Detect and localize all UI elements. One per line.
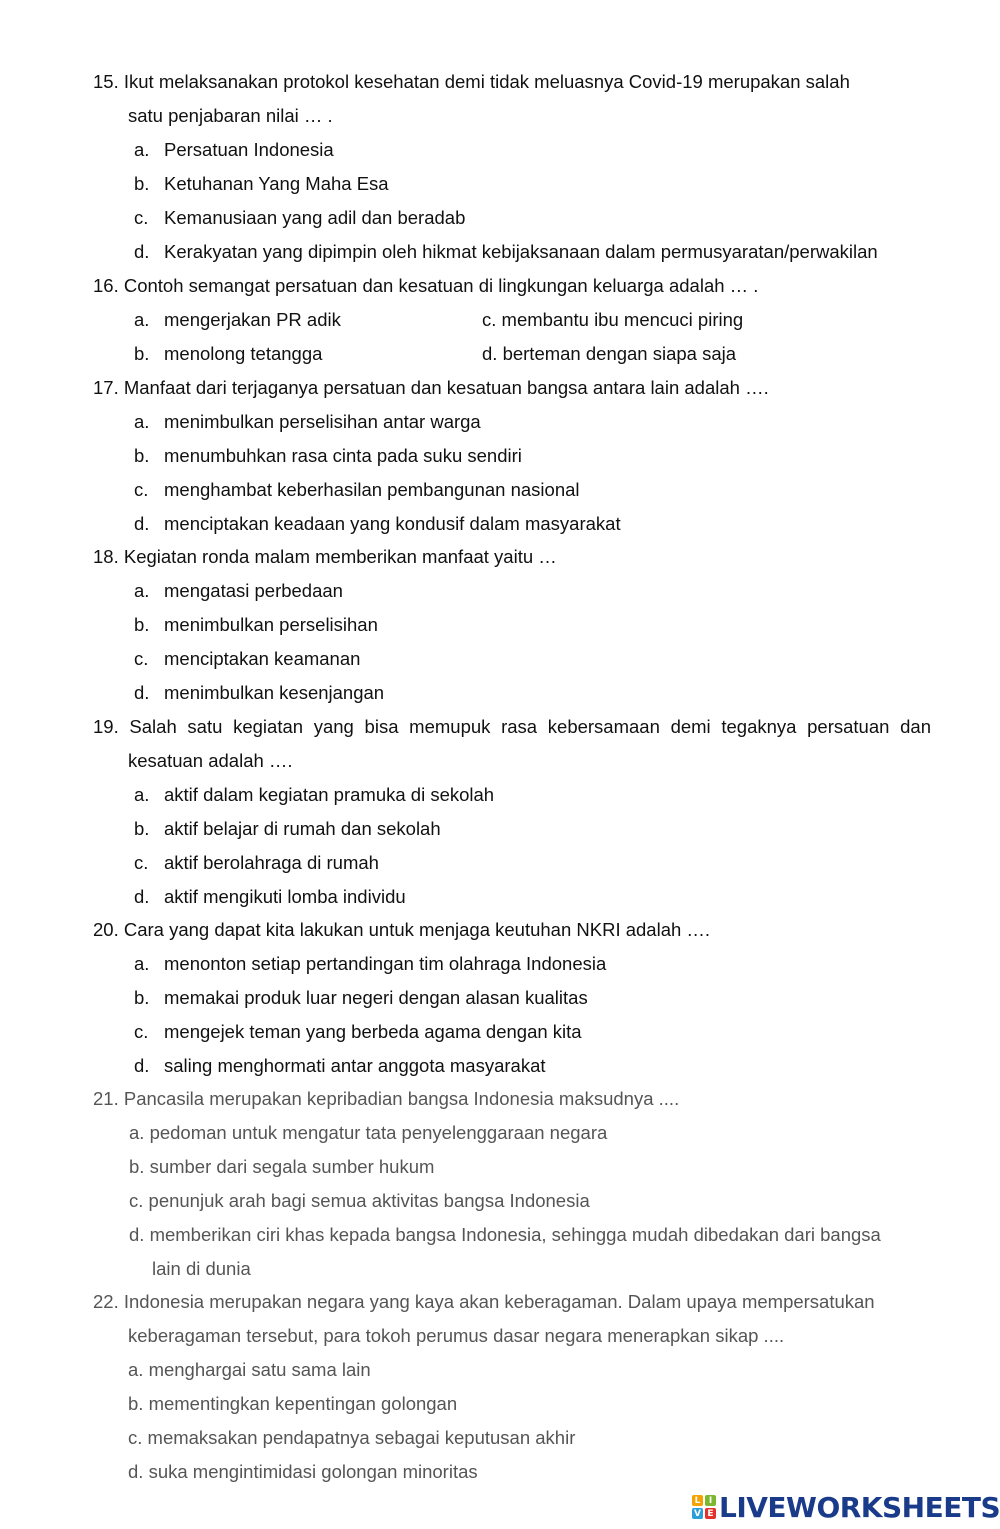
q22-option-c: c. memaksakan pendapatnya sebagai keputusan akhir bbox=[128, 1427, 576, 1448]
q16-stem: 16. Contoh semangat persatuan dan kesatuan di lingkungan keluarga adalah … . bbox=[93, 275, 759, 296]
q15-stem-line1: 15. Ikut melaksanakan protokol kesehatan demi tidak meluasnya Covid-19 merupakan salah bbox=[93, 71, 850, 92]
q18-option-d-letter: d. bbox=[134, 682, 150, 703]
liveworksheets-logo bbox=[692, 1490, 1000, 1524]
q15-option-a: Persatuan Indonesia bbox=[164, 139, 334, 160]
q17-option-d: menciptakan keadaan yang kondusif dalam masyarakat bbox=[164, 513, 621, 534]
q20-option-a-letter: a. bbox=[134, 953, 150, 974]
q19-option-a-letter: a. bbox=[134, 784, 150, 805]
q15-option-a-letter: a. bbox=[134, 139, 150, 160]
q19-option-b: aktif belajar di rumah dan sekolah bbox=[164, 818, 441, 839]
q19-stem-line2: kesatuan adalah …. bbox=[128, 750, 293, 771]
q21-option-a: a. pedoman untuk mengatur tata penyelenggaraan negara bbox=[129, 1122, 608, 1143]
q18-option-c: menciptakan keamanan bbox=[164, 648, 361, 669]
q22-option-a: a. menghargai satu sama lain bbox=[128, 1359, 371, 1380]
logo-text: LIVEWORKSHEETS bbox=[719, 1490, 1000, 1524]
q18-stem: 18. Kegiatan ronda malam memberikan manfaat yaitu … bbox=[93, 546, 557, 567]
q16-option-a: mengerjakan PR adik bbox=[164, 309, 341, 330]
logo-grid-cell-l: L bbox=[692, 1495, 703, 1506]
q16-option-b-letter: b. bbox=[134, 343, 150, 364]
q21-option-d-cont: lain di dunia bbox=[152, 1258, 251, 1279]
q19-stem-line1: 19. Salah satu kegiatan yang bisa memupuk rasa kebersamaan demi tegaknya persatuan dan bbox=[93, 716, 931, 737]
q16-option-d: d. berteman dengan siapa saja bbox=[482, 343, 737, 364]
q22-option-b: b. mementingkan kepentingan golongan bbox=[128, 1393, 458, 1414]
q19-option-c: aktif berolahraga di rumah bbox=[164, 852, 379, 873]
q18-option-a: mengatasi perbedaan bbox=[164, 580, 343, 601]
q19-option-c-letter: c. bbox=[134, 852, 149, 873]
q19-option-d: aktif mengikuti lomba individu bbox=[164, 886, 406, 907]
q18-option-b: menimbulkan perselisihan bbox=[164, 614, 378, 635]
q22-option-d: d. suka mengintimidasi golongan minoritas bbox=[128, 1461, 478, 1482]
q19-option-a: aktif dalam kegiatan pramuka di sekolah bbox=[164, 784, 495, 805]
q15-stem-line2: satu penjabaran nilai … . bbox=[128, 105, 333, 126]
q21-option-d: d. memberikan ciri khas kepada bangsa Indonesia, sehingga mudah dibedakan dari bangsa bbox=[129, 1224, 881, 1245]
logo-grid-cell-i: I bbox=[705, 1495, 716, 1506]
q18-option-a-letter: a. bbox=[134, 580, 150, 601]
q17-option-b: menumbuhkan rasa cinta pada suku sendiri bbox=[164, 445, 522, 466]
q17-option-d-letter: d. bbox=[134, 513, 150, 534]
logo-grid-cell-v: V bbox=[692, 1508, 703, 1519]
q21-stem: 21. Pancasila merupakan kepribadian bangsa Indonesia maksudnya .... bbox=[93, 1088, 680, 1109]
logo-grid-icon bbox=[692, 1495, 716, 1519]
q17-option-a: menimbulkan perselisihan antar warga bbox=[164, 411, 481, 432]
q16-option-c: c. membantu ibu mencuci piring bbox=[482, 309, 744, 330]
q15-option-b-letter: b. bbox=[134, 173, 150, 194]
q22-stem-line2: keberagaman tersebut, para tokoh perumus dasar negara menerapkan sikap .... bbox=[128, 1325, 785, 1346]
q20-option-a: menonton setiap pertandingan tim olahraga Indonesia bbox=[164, 953, 607, 974]
q18-option-c-letter: c. bbox=[134, 648, 149, 669]
q20-stem: 20. Cara yang dapat kita lakukan untuk menjaga keutuhan NKRI adalah …. bbox=[93, 919, 711, 940]
q19-option-d-letter: d. bbox=[134, 886, 150, 907]
q17-option-c: menghambat keberhasilan pembangunan nasional bbox=[164, 479, 580, 500]
q17-option-a-letter: a. bbox=[134, 411, 150, 432]
q20-option-d-letter: d. bbox=[134, 1055, 150, 1076]
q15-option-d-letter: d. bbox=[134, 241, 150, 262]
q16-option-a-letter: a. bbox=[134, 309, 150, 330]
q15-option-b: Ketuhanan Yang Maha Esa bbox=[164, 173, 389, 194]
q15-option-c-letter: c. bbox=[134, 207, 149, 228]
q19-option-b-letter: b. bbox=[134, 818, 150, 839]
q18-option-b-letter: b. bbox=[134, 614, 150, 635]
q17-option-b-letter: b. bbox=[134, 445, 150, 466]
q21-option-c: c. penunjuk arah bagi semua aktivitas bangsa Indonesia bbox=[129, 1190, 590, 1211]
q20-option-b: memakai produk luar negeri dengan alasan kualitas bbox=[164, 987, 588, 1008]
q20-option-c: mengejek teman yang berbeda agama dengan kita bbox=[164, 1021, 582, 1042]
logo-grid-cell-e: E bbox=[705, 1508, 716, 1519]
q20-option-d: saling menghormati antar anggota masyarakat bbox=[164, 1055, 546, 1076]
q20-option-c-letter: c. bbox=[134, 1021, 149, 1042]
q15-option-c: Kemanusiaan yang adil dan beradab bbox=[164, 207, 466, 228]
q21-option-b: b. sumber dari segala sumber hukum bbox=[129, 1156, 435, 1177]
q18-option-d: menimbulkan kesenjangan bbox=[164, 682, 385, 703]
q16-option-b: menolong tetangga bbox=[164, 343, 323, 364]
q22-stem-line1: 22. Indonesia merupakan negara yang kaya akan keberagaman. Dalam upaya mempersatukan bbox=[93, 1291, 875, 1312]
q20-option-b-letter: b. bbox=[134, 987, 150, 1008]
q17-option-c-letter: c. bbox=[134, 479, 149, 500]
q17-stem: 17. Manfaat dari terjaganya persatuan dan kesatuan bangsa antara lain adalah …. bbox=[93, 377, 769, 398]
q15-option-d: Kerakyatan yang dipimpin oleh hikmat kebijaksanaan dalam permusyaratan/perwakilan bbox=[164, 241, 878, 262]
